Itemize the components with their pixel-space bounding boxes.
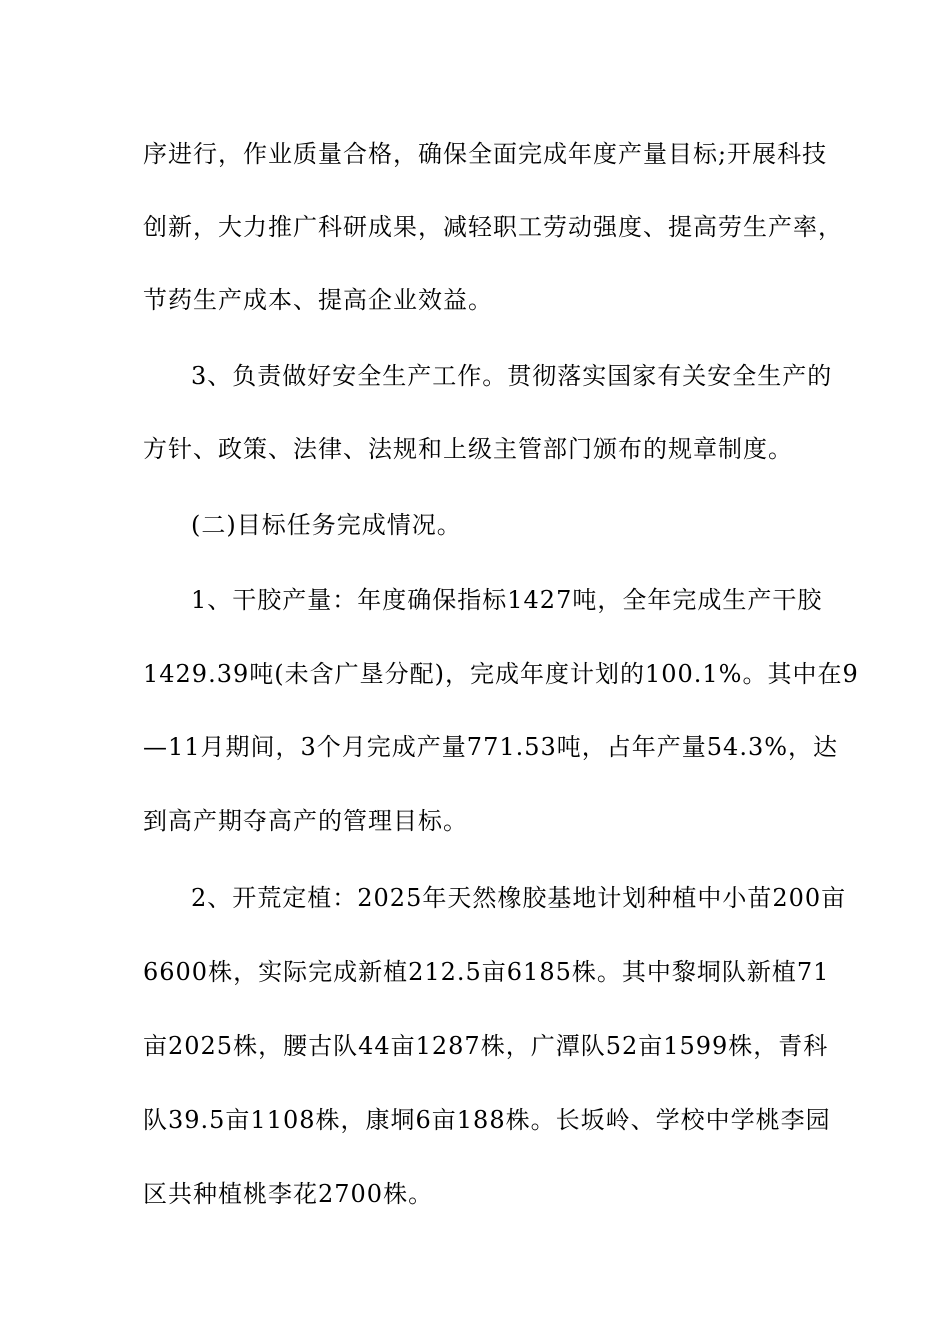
paragraph-line: 6600株，实际完成新植212.5亩6185株。其中黎垌队新植71 bbox=[143, 958, 830, 986]
paragraph-line: 序进行，作业质量合格，确保全面完成年度产量目标;开展科技 bbox=[143, 140, 828, 168]
paragraph-line: 3、负责做好安全生产工作。贯彻落实国家有关安全生产的 bbox=[191, 362, 833, 390]
section-heading: (二)目标任务完成情况。 bbox=[191, 511, 462, 539]
paragraph-line: 区共种植桃李花2700株。 bbox=[143, 1180, 434, 1208]
paragraph-line: 2、开荒定植：2025年天然橡胶基地计划种植中小苗200亩 bbox=[191, 884, 847, 912]
paragraph-line: 1429.39吨(未含广垦分配)，完成年度计划的100.1%。其中在9 bbox=[143, 660, 859, 688]
paragraph-line: —11月期间，3个月完成产量771.53吨，占年产量54.3%，达 bbox=[143, 733, 839, 761]
paragraph-line: 队39.5亩1108株，康垌6亩188株。长坂岭、学校中学桃李园 bbox=[143, 1106, 831, 1134]
paragraph-line: 方针、政策、法律、法规和上级主管部门颁布的规章制度。 bbox=[143, 435, 793, 463]
paragraph-line: 亩2025株，腰古队44亩1287株，广潭队52亩1599株，青科 bbox=[143, 1032, 829, 1060]
paragraph-line: 节药生产成本、提高企业效益。 bbox=[143, 286, 493, 314]
paragraph-line: 1、干胶产量：年度确保指标1427吨，全年完成生产干胶 bbox=[191, 586, 823, 614]
paragraph-line: 创新，大力推广科研成果，减轻职工劳动强度、提高劳生产率， bbox=[143, 213, 843, 241]
paragraph-line: 到高产期夺高产的管理目标。 bbox=[143, 807, 468, 835]
